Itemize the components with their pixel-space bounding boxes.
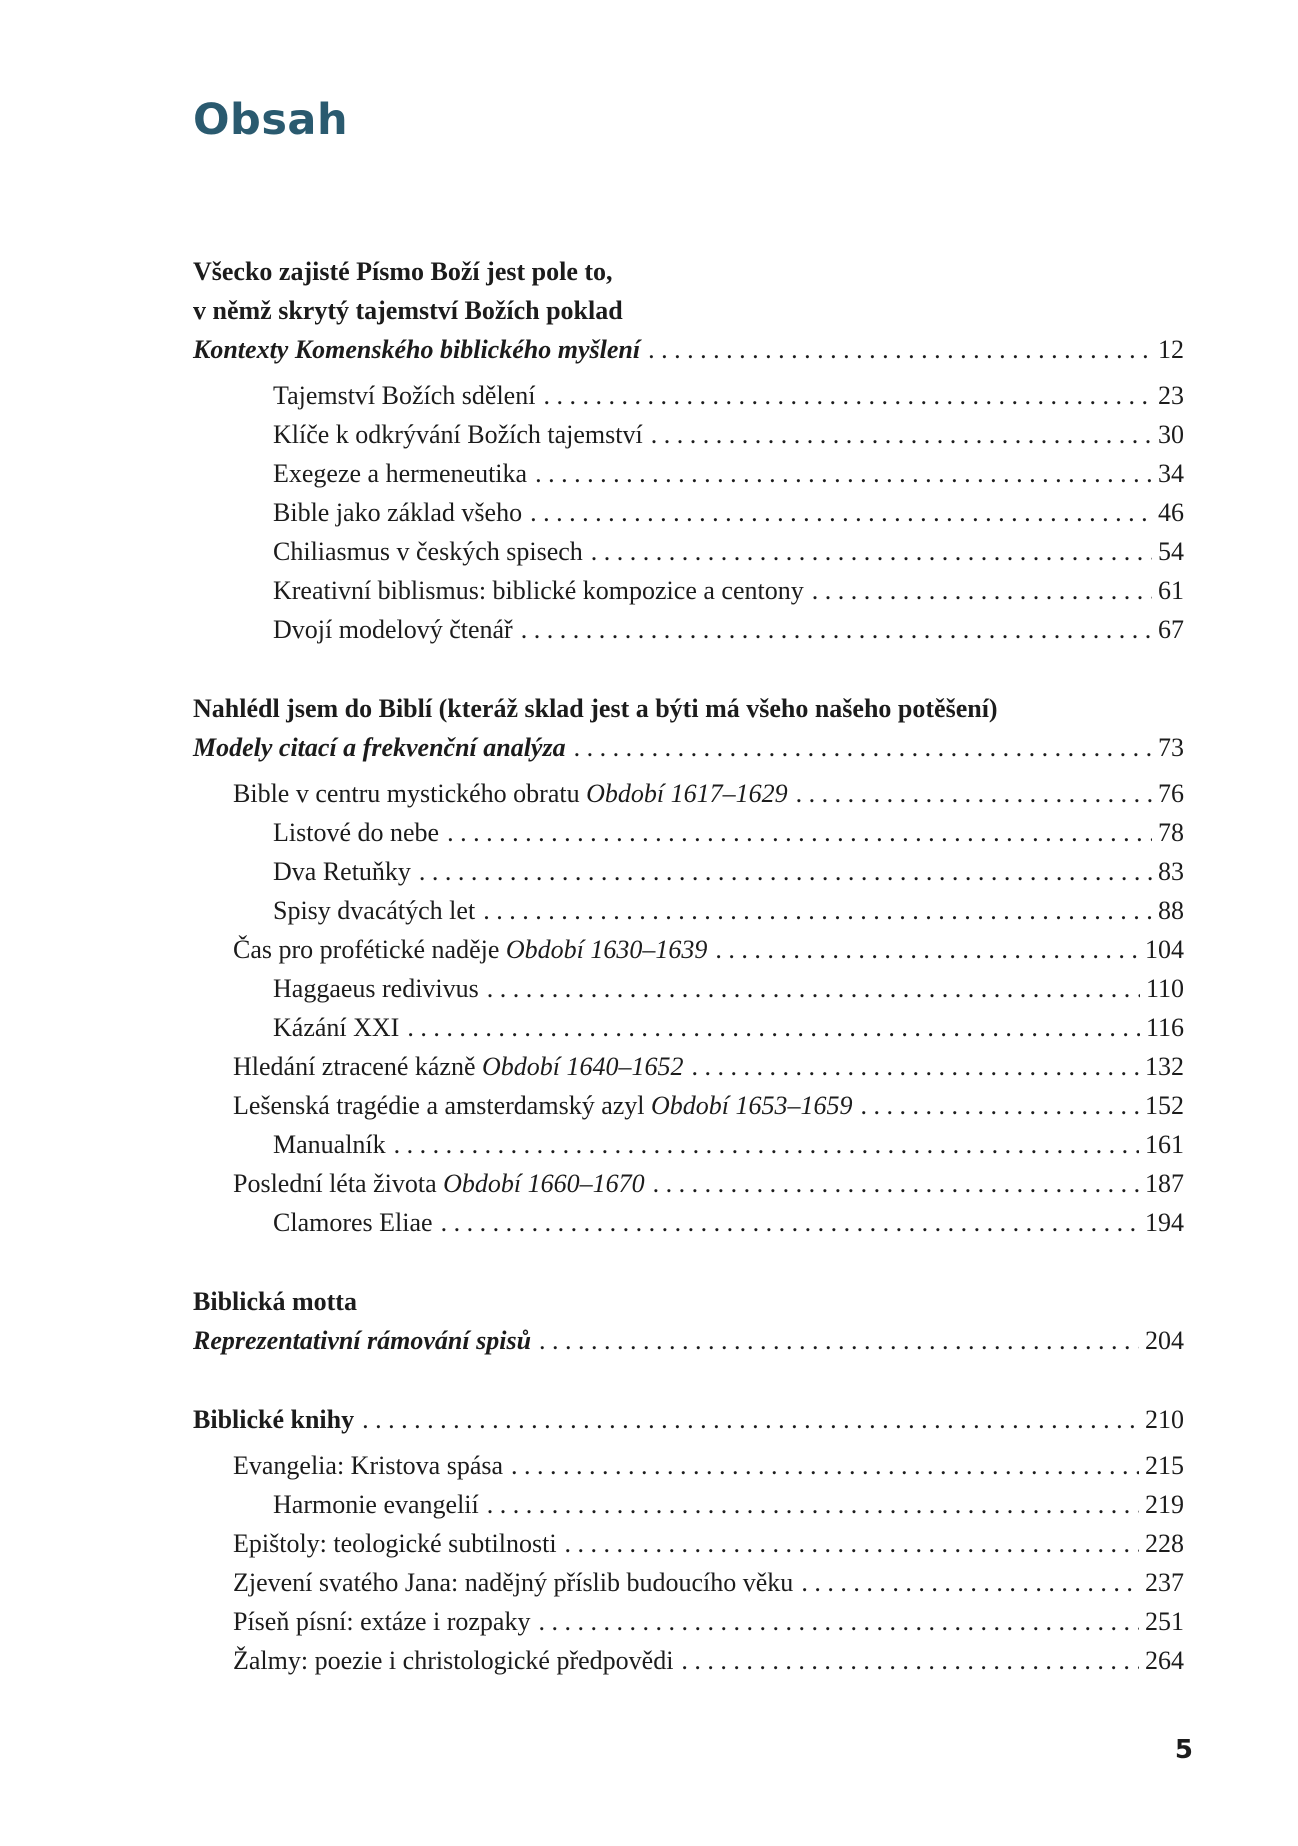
toc-entry[interactable] — [193, 454, 1184, 493]
toc-entry[interactable] — [193, 852, 1184, 891]
dot-leader — [521, 610, 1152, 649]
toc-entry-page: 54 — [1158, 537, 1184, 566]
dot-leader — [591, 532, 1152, 571]
toc-entry[interactable] — [193, 1203, 1184, 1242]
toc-entry[interactable] — [193, 1524, 1184, 1563]
dot-leader — [419, 852, 1152, 891]
section-heading: Všecko zajisté Písmo Boží jest pole to, — [193, 257, 613, 286]
toc-entry[interactable] — [193, 493, 1184, 532]
toc-entry-page: 204 — [1145, 1326, 1184, 1355]
dot-leader — [543, 376, 1152, 415]
toc-entry-title: Kreativní biblismus: biblické kompozice a centony — [273, 576, 804, 605]
toc-entry-title: Haggaeus redivivus — [273, 974, 479, 1003]
toc-entry-title: Listové do nebe — [273, 818, 440, 847]
toc-entry[interactable] — [193, 930, 1184, 969]
toc-entry-page: 152 — [1145, 1091, 1184, 1120]
toc-entry-page: 237 — [1145, 1568, 1184, 1597]
toc-entry-title: Bible v centru mystického obratu Období 1617–1629 — [233, 779, 788, 808]
toc-entry-title: Hledání ztracené kázně Období 1640–1652 — [233, 1052, 684, 1081]
toc-entry-page: 76 — [1158, 779, 1184, 808]
toc-entry[interactable] — [193, 891, 1184, 930]
toc-entry-page: 46 — [1158, 498, 1184, 527]
toc-entry-title: Kontexty Komenského biblického myšlení — [193, 335, 641, 364]
toc-entry-title: Dvojí modelový čtenář — [273, 615, 513, 644]
toc-entry[interactable] — [193, 1125, 1184, 1164]
toc-entry-period: Období 1660–1670 — [443, 1169, 645, 1198]
toc-entry-title: Kázání XXI — [273, 1013, 400, 1042]
toc-entry-title: Chiliasmus v českých spisech — [273, 537, 583, 566]
toc-entry-page: 210 — [1145, 1405, 1184, 1434]
dot-leader — [394, 1125, 1139, 1164]
dot-leader — [861, 1086, 1140, 1125]
dot-leader — [447, 813, 1152, 852]
toc-entry[interactable] — [193, 376, 1184, 415]
toc-entry-title: Biblické knihy — [193, 1405, 355, 1434]
toc-entry[interactable] — [193, 813, 1184, 852]
toc-entry-page: 228 — [1145, 1529, 1184, 1558]
dot-leader — [812, 571, 1152, 610]
toc-entry-title: Epištoly: teologické subtilnosti — [233, 1529, 557, 1558]
dot-leader — [715, 930, 1139, 969]
toc-entry[interactable] — [193, 1008, 1184, 1047]
toc-entry[interactable] — [193, 571, 1184, 610]
dot-leader — [441, 1203, 1139, 1242]
toc-entry-period: Období 1653–1659 — [651, 1091, 853, 1120]
dot-leader — [651, 415, 1152, 454]
toc-entry-page: 73 — [1158, 733, 1184, 762]
toc-entry[interactable] — [193, 774, 1184, 813]
toc-entry-title: Reprezentativní rámování spisů — [193, 1326, 532, 1355]
toc-entry[interactable] — [193, 1485, 1184, 1524]
toc-entry[interactable] — [193, 1047, 1184, 1086]
toc-entry-title: Spisy dvacátých let — [273, 896, 476, 925]
dot-leader — [487, 1485, 1139, 1524]
toc-entry[interactable] — [193, 532, 1184, 571]
toc-entry-period: Období 1630–1639 — [505, 935, 708, 964]
toc-entry[interactable] — [193, 1602, 1184, 1641]
dot-leader — [530, 493, 1152, 532]
toc-entry-page: 219 — [1145, 1490, 1184, 1519]
dot-leader — [565, 1524, 1139, 1563]
toc-entry[interactable] — [193, 969, 1184, 1008]
toc-entry-main[interactable] — [193, 1321, 1184, 1360]
toc-entry-main[interactable] — [193, 330, 1184, 369]
toc-entry[interactable] — [193, 415, 1184, 454]
toc-entry-title: Lešenská tragédie a amsterdamský azyl Období 1653–1659 — [233, 1091, 853, 1120]
toc-entry[interactable] — [193, 1563, 1184, 1602]
dot-leader — [648, 330, 1152, 369]
toc-entry-title: Píseň písní: extáze i rozpaky — [233, 1607, 531, 1636]
dot-leader — [692, 1047, 1139, 1086]
toc-entry-page: 104 — [1145, 935, 1184, 964]
toc-entry-page: 34 — [1158, 459, 1184, 488]
toc-entry-main[interactable] — [193, 1400, 1184, 1439]
section-heading: Nahlédl jsem do Biblí (kteráž sklad jest a býti má všeho našeho potěšení) — [193, 694, 998, 723]
toc-entry-page: 78 — [1158, 818, 1184, 847]
toc-entry-title: Manualník — [273, 1130, 386, 1159]
dot-leader — [796, 774, 1152, 813]
dot-leader — [407, 1008, 1140, 1047]
dot-leader — [574, 728, 1152, 767]
page-title: Obsah — [193, 95, 349, 145]
toc-entry-title: Exegeze a hermeneutika — [273, 459, 528, 488]
toc-entry[interactable] — [193, 1446, 1184, 1485]
toc-entry-page: 88 — [1158, 896, 1184, 925]
toc-entry-page: 187 — [1145, 1169, 1184, 1198]
toc-entry-page: 215 — [1145, 1451, 1184, 1480]
toc-entry-page: 161 — [1145, 1130, 1184, 1159]
dot-leader — [362, 1400, 1139, 1439]
section-heading: Biblická motta — [193, 1287, 357, 1316]
toc-entry-page: 110 — [1145, 974, 1184, 1003]
toc-entry-main[interactable] — [193, 728, 1184, 767]
table-of-contents — [193, 252, 1184, 1680]
toc-entry-title: Dva Retuňky — [273, 857, 411, 886]
toc-entry-page: 194 — [1145, 1208, 1184, 1237]
dot-leader — [511, 1446, 1139, 1485]
toc-entry-period: Období 1617–1629 — [586, 779, 788, 808]
toc-entry-page: 132 — [1145, 1052, 1184, 1081]
toc-entry-title: Evangelia: Kristova spása — [233, 1451, 504, 1480]
toc-entry-title: Tajemství Božích sdělení — [273, 381, 536, 410]
toc-entry-page: 30 — [1158, 420, 1184, 449]
toc-entry[interactable] — [193, 610, 1184, 649]
section-heading: v němž skrytý tajemství Božích poklad — [193, 296, 623, 325]
toc-entry-page: 67 — [1158, 615, 1184, 644]
toc-entry-page: 116 — [1145, 1013, 1184, 1042]
toc-entry-title: Klíče k odkrývání Božích tajemství — [273, 420, 643, 449]
dot-leader — [681, 1641, 1139, 1680]
toc-entry-page: 23 — [1158, 381, 1184, 410]
toc-entry[interactable] — [193, 1164, 1184, 1203]
toc-entry-title: Zjevení svatého Jana: nadějný příslib budoucího věku — [233, 1568, 794, 1597]
toc-entry-title: Modely citací a frekvenční analýza — [193, 733, 566, 762]
toc-entry-page: 251 — [1145, 1607, 1184, 1636]
dot-leader — [535, 454, 1152, 493]
dot-leader — [487, 969, 1140, 1008]
toc-entry[interactable] — [193, 1086, 1184, 1125]
toc-entry-title: Harmonie evangelií — [273, 1490, 479, 1519]
toc-entry-page: 12 — [1158, 335, 1184, 364]
dot-leader — [538, 1602, 1139, 1641]
toc-entry-page: 61 — [1158, 576, 1184, 605]
dot-leader — [653, 1164, 1139, 1203]
toc-entry-title: Clamores Eliae — [273, 1208, 433, 1237]
toc-entry-title: Poslední léta života Období 1660–1670 — [233, 1169, 645, 1198]
dot-leader — [483, 891, 1152, 930]
toc-entry-page: 264 — [1145, 1646, 1184, 1675]
toc-entry-title: Žalmy: poezie i christologické předpovědi — [233, 1646, 674, 1675]
dot-leader — [801, 1563, 1139, 1602]
toc-entry-page: 83 — [1158, 857, 1184, 886]
toc-entry[interactable] — [193, 1641, 1184, 1680]
toc-entry-title: Bible jako základ všeho — [273, 498, 523, 527]
page-number: 5 — [1174, 1735, 1193, 1765]
toc-entry-period: Období 1640–1652 — [482, 1052, 684, 1081]
dot-leader — [539, 1321, 1139, 1360]
toc-entry-title: Čas pro profétické naděje Období 1630–1639 — [233, 935, 708, 964]
